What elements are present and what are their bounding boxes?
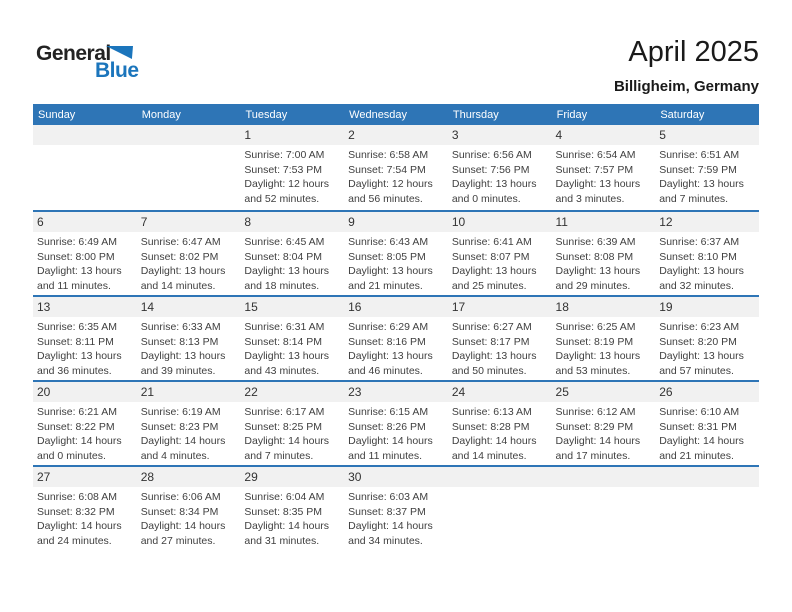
daylight-text-line2: and 56 minutes.	[348, 192, 423, 205]
weekday-header-tuesday: Tuesday	[245, 108, 288, 121]
day-number: 9	[344, 212, 448, 232]
weekday-header-thursday: Thursday	[452, 108, 499, 121]
daylight-text-line2: and 53 minutes.	[555, 364, 631, 377]
day-details	[137, 232, 241, 293]
day-details	[655, 145, 759, 206]
title-block	[614, 36, 759, 95]
day-cell-1	[240, 125, 344, 210]
day-details	[448, 232, 552, 293]
day-cell-16	[344, 297, 448, 380]
daylight-text-line2: and 32 minutes.	[659, 279, 734, 292]
day-number: 19	[655, 297, 759, 317]
day-number: 30	[344, 467, 448, 487]
weekday-header-saturday: Saturday	[660, 108, 705, 121]
day-number: 24	[448, 382, 552, 402]
day-details	[655, 402, 759, 463]
sunset-text: Sunset: 8:26 PM	[348, 420, 426, 433]
day-cell-21	[137, 382, 241, 465]
daylight-text: Daylight: 13 hours	[244, 350, 330, 363]
daylight-text-line2: and 31 minutes.	[244, 534, 320, 547]
week-row-5	[33, 465, 759, 550]
daylight-text: Daylight: 12 hours	[244, 178, 330, 191]
sunrise-text: Sunrise: 6:25 AM	[555, 321, 636, 333]
sunrise-text: Sunrise: 6:45 AM	[244, 236, 325, 248]
daylight-text: Daylight: 13 hours	[140, 350, 226, 363]
day-details	[552, 317, 656, 378]
day-number: 13	[33, 297, 137, 317]
sunset-text: Sunset: 8:07 PM	[451, 250, 530, 263]
day-number: 7	[137, 212, 241, 232]
day-number: 10	[448, 212, 552, 232]
day-details	[137, 487, 241, 548]
sunset-text: Sunset: 8:34 PM	[140, 505, 219, 518]
calendar-grid	[33, 125, 759, 550]
daylight-text-line2: and 57 minutes.	[659, 364, 734, 377]
sunset-text: Sunset: 8:00 PM	[37, 250, 115, 263]
sunset-text: Sunset: 8:28 PM	[451, 420, 530, 433]
daylight-text-line2: and 21 minutes.	[659, 449, 734, 462]
daylight-text-line2: and 14 minutes.	[451, 449, 527, 462]
weekday-header-sunday: Sunday	[38, 108, 76, 121]
empty-day-cell	[137, 125, 241, 210]
daylight-text: Daylight: 13 hours	[555, 350, 641, 363]
day-cell-7	[137, 212, 241, 295]
day-cell-18	[552, 297, 656, 380]
day-cell-30	[344, 467, 448, 550]
day-number: 6	[33, 212, 137, 232]
page-title: April 2025	[628, 36, 759, 68]
sunset-text: Sunset: 8:16 PM	[348, 335, 426, 348]
daylight-text-line2: and 25 minutes.	[451, 279, 527, 292]
daylight-text-line2: and 50 minutes.	[451, 364, 527, 377]
daylight-text: Daylight: 13 hours	[659, 265, 744, 278]
day-number: 5	[655, 125, 759, 145]
day-cell-4	[552, 125, 656, 210]
daylight-text-line2: and 34 minutes.	[348, 534, 423, 547]
day-number: 21	[137, 382, 241, 402]
day-number	[448, 467, 552, 487]
day-details	[448, 317, 552, 378]
day-cell-17	[448, 297, 552, 380]
day-cell-12	[655, 212, 759, 295]
sunset-text: Sunset: 8:35 PM	[244, 505, 323, 518]
sunrise-text: Sunrise: 6:23 AM	[659, 321, 740, 333]
day-cell-15	[240, 297, 344, 380]
daylight-text-line2: and 7 minutes.	[659, 192, 729, 205]
daylight-text: Daylight: 13 hours	[348, 350, 433, 363]
day-number: 1	[240, 125, 344, 145]
sunrise-text: Sunrise: 6:43 AM	[348, 236, 429, 248]
day-number: 23	[344, 382, 448, 402]
day-number: 17	[448, 297, 552, 317]
day-details	[655, 232, 759, 293]
day-cell-28	[137, 467, 241, 550]
daylight-text: Daylight: 14 hours	[348, 435, 433, 448]
day-cell-10	[448, 212, 552, 295]
sunrise-text: Sunrise: 6:03 AM	[348, 491, 429, 503]
day-cell-11	[552, 212, 656, 295]
day-number: 16	[344, 297, 448, 317]
day-number: 18	[552, 297, 656, 317]
daylight-text: Daylight: 12 hours	[348, 178, 433, 191]
calendar-table	[33, 104, 759, 550]
sunrise-text: Sunrise: 6:19 AM	[140, 406, 221, 418]
empty-day-cell	[448, 467, 552, 550]
day-number: 12	[655, 212, 759, 232]
daylight-text-line2: and 7 minutes.	[244, 449, 314, 462]
daylight-text-line2: and 46 minutes.	[348, 364, 423, 377]
week-row-3	[33, 295, 759, 380]
day-details	[33, 487, 137, 548]
day-cell-9	[344, 212, 448, 295]
daylight-text-line2: and 24 minutes.	[37, 534, 112, 547]
sunset-text: Sunset: 8:05 PM	[348, 250, 426, 263]
sunrise-text: Sunrise: 6:49 AM	[37, 236, 117, 248]
daylight-text-line2: and 21 minutes.	[348, 279, 423, 292]
day-number: 20	[33, 382, 137, 402]
sunrise-text: Sunrise: 6:33 AM	[140, 321, 221, 333]
day-cell-24	[448, 382, 552, 465]
sunrise-text: Sunrise: 6:21 AM	[37, 406, 117, 418]
daylight-text-line2: and 11 minutes.	[37, 279, 111, 292]
weekday-header-wednesday: Wednesday	[349, 108, 408, 121]
sunset-text: Sunset: 8:14 PM	[244, 335, 323, 348]
sunrise-text: Sunrise: 6:47 AM	[140, 236, 221, 248]
daylight-text-line2: and 36 minutes.	[37, 364, 112, 377]
sunset-text: Sunset: 8:19 PM	[555, 335, 634, 348]
daylight-text: Daylight: 13 hours	[555, 178, 641, 191]
day-details	[240, 402, 344, 463]
logo-text-blue: Blue	[95, 59, 139, 82]
weekday-header-row	[33, 104, 759, 125]
sunset-text: Sunset: 8:31 PM	[659, 420, 737, 433]
day-details	[552, 232, 656, 293]
day-details	[240, 232, 344, 293]
day-cell-2	[344, 125, 448, 210]
day-details	[448, 145, 552, 206]
day-cell-3	[448, 125, 552, 210]
day-cell-20	[33, 382, 137, 465]
sunrise-text: Sunrise: 6:08 AM	[37, 491, 117, 503]
week-row-1	[33, 125, 759, 210]
day-details	[33, 232, 137, 293]
daylight-text: Daylight: 13 hours	[555, 265, 641, 278]
sunrise-text: Sunrise: 6:12 AM	[555, 406, 636, 418]
day-cell-5	[655, 125, 759, 210]
daylight-text: Daylight: 13 hours	[659, 350, 744, 363]
sunrise-text: Sunrise: 6:51 AM	[659, 149, 740, 161]
weekday-header-monday: Monday	[141, 108, 181, 121]
sunset-text: Sunset: 7:57 PM	[555, 163, 634, 176]
day-details	[344, 145, 448, 206]
day-cell-14	[137, 297, 241, 380]
daylight-text: Daylight: 14 hours	[348, 520, 433, 533]
day-details	[137, 317, 241, 378]
day-details	[240, 487, 344, 548]
sunset-text: Sunset: 8:25 PM	[244, 420, 323, 433]
daylight-text-line2: and 39 minutes.	[140, 364, 216, 377]
daylight-text: Daylight: 14 hours	[140, 520, 226, 533]
daylight-text-line2: and 52 minutes.	[244, 192, 320, 205]
day-cell-8	[240, 212, 344, 295]
daylight-text-line2: and 14 minutes.	[140, 279, 216, 292]
day-number: 29	[240, 467, 344, 487]
sunrise-text: Sunrise: 6:10 AM	[659, 406, 740, 418]
day-number: 27	[33, 467, 137, 487]
daylight-text: Daylight: 14 hours	[244, 435, 330, 448]
day-number: 28	[137, 467, 241, 487]
day-cell-29	[240, 467, 344, 550]
sunrise-text: Sunrise: 6:31 AM	[244, 321, 325, 333]
day-number: 4	[552, 125, 656, 145]
sunrise-text: Sunrise: 6:27 AM	[451, 321, 532, 333]
day-number: 11	[552, 212, 656, 232]
daylight-text-line2: and 0 minutes.	[37, 449, 106, 462]
day-cell-26	[655, 382, 759, 465]
day-cell-13	[33, 297, 137, 380]
logo-text-general: General	[36, 42, 111, 65]
day-details	[344, 402, 448, 463]
sunrise-text: Sunrise: 6:15 AM	[348, 406, 429, 418]
day-cell-27	[33, 467, 137, 550]
day-details	[344, 487, 448, 548]
sunrise-text: Sunrise: 6:17 AM	[244, 406, 325, 418]
empty-day-cell	[33, 125, 137, 210]
sunset-text: Sunset: 7:54 PM	[348, 163, 426, 176]
day-cell-22	[240, 382, 344, 465]
sunset-text: Sunset: 8:11 PM	[37, 335, 114, 348]
day-number: 22	[240, 382, 344, 402]
day-cell-19	[655, 297, 759, 380]
sunrise-text: Sunrise: 7:00 AM	[244, 149, 325, 161]
day-number: 2	[344, 125, 448, 145]
daylight-text: Daylight: 14 hours	[451, 435, 537, 448]
day-details	[240, 317, 344, 378]
day-details	[240, 145, 344, 206]
sunrise-text: Sunrise: 6:35 AM	[37, 321, 117, 333]
day-details	[448, 402, 552, 463]
day-number: 14	[137, 297, 241, 317]
daylight-text: Daylight: 14 hours	[37, 435, 122, 448]
day-number	[552, 467, 656, 487]
sunset-text: Sunset: 8:37 PM	[348, 505, 426, 518]
day-number: 15	[240, 297, 344, 317]
day-details	[552, 402, 656, 463]
day-number	[137, 125, 241, 145]
day-details	[33, 317, 137, 378]
day-number: 8	[240, 212, 344, 232]
sunset-text: Sunset: 8:29 PM	[555, 420, 634, 433]
sunset-text: Sunset: 8:02 PM	[140, 250, 219, 263]
day-number: 3	[448, 125, 552, 145]
day-details	[344, 232, 448, 293]
sunrise-text: Sunrise: 6:58 AM	[348, 149, 429, 161]
daylight-text-line2: and 11 minutes.	[348, 449, 423, 462]
day-details	[137, 402, 241, 463]
day-cell-23	[344, 382, 448, 465]
day-details	[552, 145, 656, 206]
daylight-text: Daylight: 13 hours	[451, 350, 537, 363]
day-cell-25	[552, 382, 656, 465]
daylight-text-line2: and 17 minutes.	[555, 449, 631, 462]
daylight-text-line2: and 29 minutes.	[555, 279, 631, 292]
general-blue-logo	[36, 42, 146, 82]
daylight-text: Daylight: 13 hours	[37, 265, 122, 278]
sunset-text: Sunset: 7:53 PM	[244, 163, 323, 176]
day-details	[344, 317, 448, 378]
sunrise-text: Sunrise: 6:04 AM	[244, 491, 325, 503]
sunset-text: Sunset: 8:10 PM	[659, 250, 737, 263]
day-number: 25	[552, 382, 656, 402]
daylight-text: Daylight: 13 hours	[348, 265, 433, 278]
sunset-text: Sunset: 7:56 PM	[451, 163, 530, 176]
sunrise-text: Sunrise: 6:56 AM	[451, 149, 532, 161]
sunset-text: Sunset: 8:08 PM	[555, 250, 634, 263]
sunrise-text: Sunrise: 6:13 AM	[451, 406, 532, 418]
daylight-text: Daylight: 14 hours	[555, 435, 641, 448]
location-subtitle: Billigheim, Germany	[613, 78, 759, 96]
sunset-text: Sunset: 8:13 PM	[140, 335, 219, 348]
sunset-text: Sunset: 8:04 PM	[244, 250, 323, 263]
sunset-text: Sunset: 8:32 PM	[37, 505, 115, 518]
week-row-2	[33, 210, 759, 295]
daylight-text: Daylight: 13 hours	[244, 265, 330, 278]
empty-day-cell	[552, 467, 656, 550]
sunrise-text: Sunrise: 6:39 AM	[555, 236, 636, 248]
day-number	[655, 467, 759, 487]
sunset-text: Sunset: 8:23 PM	[140, 420, 219, 433]
week-row-4	[33, 380, 759, 465]
daylight-text: Daylight: 14 hours	[37, 520, 122, 533]
day-number	[33, 125, 137, 145]
daylight-text: Daylight: 14 hours	[140, 435, 226, 448]
day-details	[655, 317, 759, 378]
daylight-text: Daylight: 13 hours	[140, 265, 226, 278]
daylight-text: Daylight: 13 hours	[451, 265, 537, 278]
daylight-text: Daylight: 14 hours	[659, 435, 744, 448]
sunrise-text: Sunrise: 6:41 AM	[451, 236, 532, 248]
daylight-text-line2: and 43 minutes.	[244, 364, 320, 377]
empty-day-cell	[655, 467, 759, 550]
daylight-text: Daylight: 13 hours	[659, 178, 744, 191]
day-details	[33, 402, 137, 463]
sunrise-text: Sunrise: 6:06 AM	[140, 491, 221, 503]
sunrise-text: Sunrise: 6:37 AM	[659, 236, 740, 248]
sunrise-text: Sunrise: 6:29 AM	[348, 321, 429, 333]
sunrise-text: Sunrise: 6:54 AM	[555, 149, 636, 161]
weekday-header-friday: Friday	[556, 108, 588, 121]
daylight-text-line2: and 18 minutes.	[244, 279, 320, 292]
sunset-text: Sunset: 8:17 PM	[451, 335, 530, 348]
daylight-text: Daylight: 13 hours	[451, 178, 537, 191]
sunset-text: Sunset: 8:22 PM	[37, 420, 115, 433]
sunset-text: Sunset: 8:20 PM	[659, 335, 737, 348]
daylight-text-line2: and 27 minutes.	[140, 534, 216, 547]
daylight-text: Daylight: 14 hours	[244, 520, 330, 533]
daylight-text-line2: and 0 minutes.	[451, 192, 521, 205]
daylight-text-line2: and 4 minutes.	[140, 449, 210, 462]
sunset-text: Sunset: 7:59 PM	[659, 163, 737, 176]
day-cell-6	[33, 212, 137, 295]
daylight-text: Daylight: 13 hours	[37, 350, 122, 363]
daylight-text-line2: and 3 minutes.	[555, 192, 625, 205]
day-number: 26	[655, 382, 759, 402]
